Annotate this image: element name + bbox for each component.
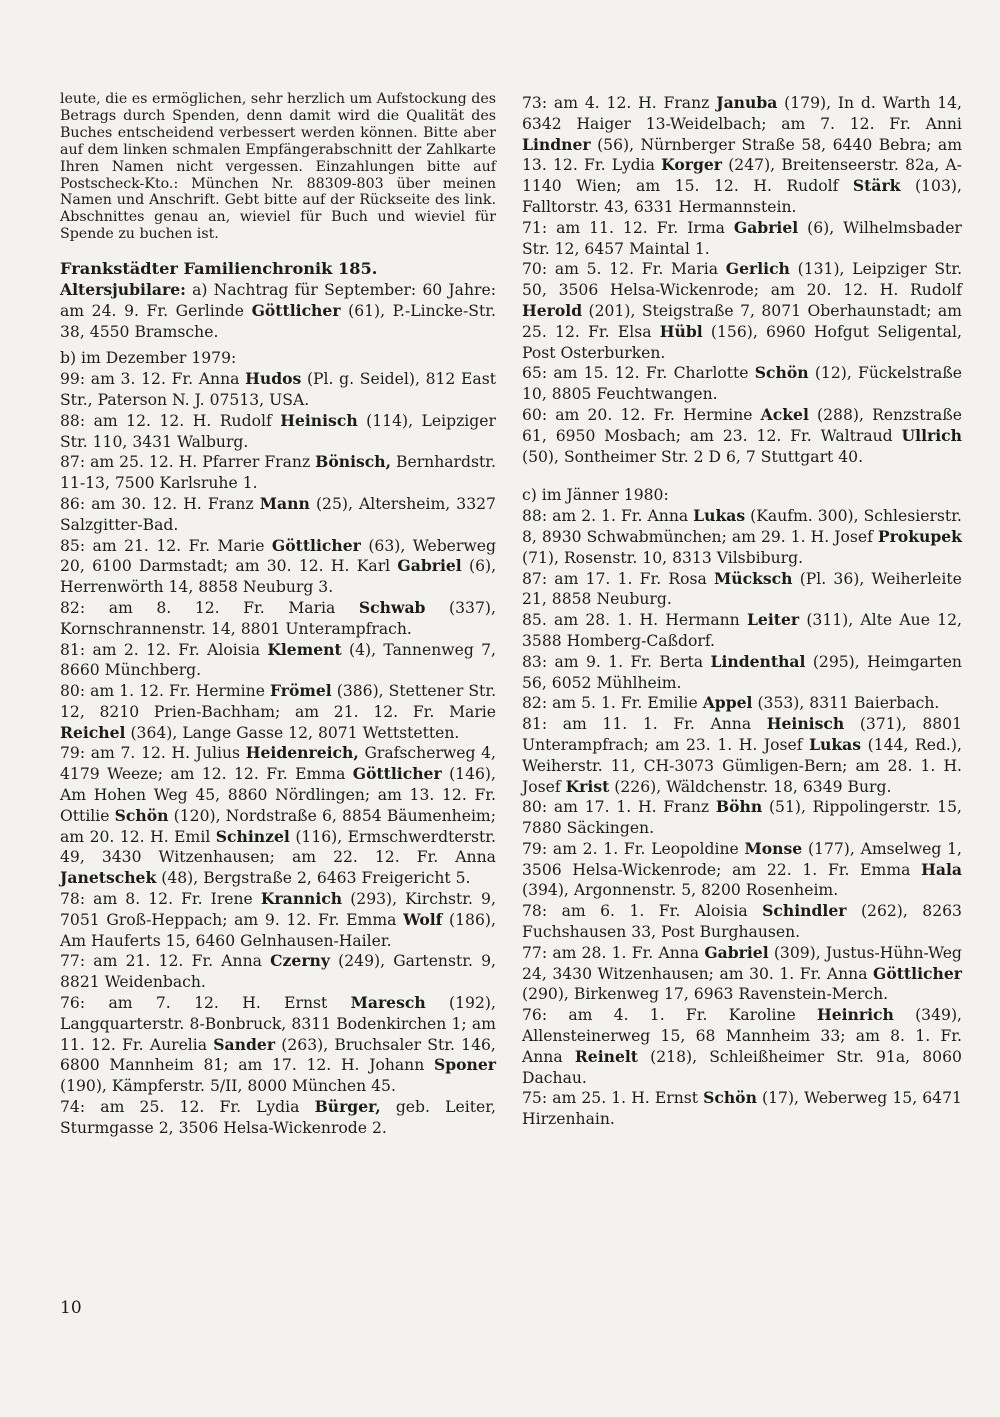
list-item: 87: am 17. 1. Fr. Rosa Mücksch (Pl. 36), Weiherleite 21, 8858 Neuburg. bbox=[522, 568, 962, 609]
section-december: b) im Dezember 1979: bbox=[60, 349, 237, 368]
jubilare-label: Altersjubilare: bbox=[60, 279, 186, 299]
list-item: 71: am 11. 12. Fr. Irma Gabriel (6), Wilhelmsbader Str. 12, 6457 Maintal 1. bbox=[522, 217, 962, 258]
list-item: 86: am 30. 12. H. Franz Mann (25), Altersheim, 3327 Salzgitter-Bad. bbox=[60, 493, 496, 534]
list-item: 73: am 4. 12. H. Franz Januba (179), In d. Warth 14, 6342 Haiger 13-Weidelbach; am 7. 12. Fr. Anni Lindner (56), Nürnberger Straße 58, 6440 Bebra; am 13. 12. Fr. Lydia Korger (247), Breitenseerstr. 82a, A-1140 Wien; am 15. 12. H. Rudolf Stärk (103), Falltorstr. 43, 6331 Hermannstein. bbox=[522, 93, 963, 216]
list-item: 79: am 2. 1. Fr. Leopoldine Monse (177), Amselweg 1, 3506 Helsa-Wickenrode; am 22. 1. Fr. Emma Hala (394), Argonnenstr. 5, 8200 Rosenheim. bbox=[522, 838, 963, 900]
right-column bbox=[522, 93, 962, 1130]
list-item: 78: am 8. 12. Fr. Irene Krannich (293), Kirchstr. 9, 7051 Groß-Heppach; am 9. 12. Fr. Emma Wolf (186), Am Hauferts 15, 6460 Gelnhausen-Hailer. bbox=[60, 889, 496, 950]
right-entry-list-december bbox=[522, 93, 962, 467]
list-item: 79: am 7. 12. H. Julius Heidenreich, Grafscherweg 4, 4179 Weeze; am 12. 12. Fr. Emma Göttlicher (146), Am Hohen Weg 45, 8860 Nördlingen; am 13. 12. Fr. Ottilie Schön (120), Nordstraße 6, 8854 Bäumenheim; am 20. 12. H. Emil Schinzel (116), Ermschwerdterstr. 49, 3430 Witzenhausen; am 22. 12. Fr. Anna Janetschek (48), Bergstraße 2, 6463 Freigericht 5. bbox=[60, 743, 497, 888]
list-item: 75: am 25. 1. H. Ernst Schön (17), Weberweg 15, 6471 Hirzenhain. bbox=[522, 1088, 962, 1129]
list-item: 82: am 8. 12. Fr. Maria Schwab (337), Kornschrannenstr. 14, 8801 Unterampfrach. bbox=[60, 597, 496, 638]
list-item: 81: am 2. 12. Fr. Aloisia Klement (4), Tannenweg 7, 8660 Münchberg. bbox=[60, 639, 497, 680]
left-column bbox=[60, 91, 496, 1139]
chronicle-title: Frankstädter Familienchronik 185. bbox=[60, 259, 378, 279]
right-entry-list-january bbox=[522, 506, 962, 1130]
list-item: 88: am 2. 1. Fr. Anna Lukas (Kaufm. 300), Schlesierstr. 8, 8930 Schwabmünchen; am 29. 1. H. Josef Prokupek (71), Rosenstr. 10, 8313 Vilsbiburg. bbox=[522, 506, 962, 567]
list-item: 78: am 6. 1. Fr. Aloisia Schindler (262), 8263 Fuchshausen 33, Post Burghausen. bbox=[522, 901, 962, 942]
list-item: 60: am 20. 12. Fr. Hermine Ackel (288), Renzstraße 61, 6950 Mosbach; am 23. 12. Fr. Waltraud Ullrich (50), Sontheimer Str. 2 D 6, 7 Stuttgart 40. bbox=[522, 404, 962, 466]
list-item: 76: am 7. 12. H. Ernst Maresch (192), Langquarterstr. 8-Bonbruck, 8311 Bodenkirchen 1; am 11. 12. Fr. Aurelia Sander (263), Bruchsaler Str. 146, 6800 Mannheim 81; am 17. 12. H. Johann Sponer (190), Kämpferstr. 5/II, 8000 München 45. bbox=[60, 993, 496, 1096]
list-item: 99: am 3. 12. Fr. Anna Hudos (Pl. g. Seidel), 812 East Str., Paterson N. J. 07513, USA. bbox=[60, 369, 496, 409]
jubilare-text: a) Nachtrag für September: 60 Jahre: am 24. 9. Fr. Gerlinde Göttlicher (61), P.-Lincke-Str. 38, 4550 Bramsche. bbox=[60, 280, 496, 341]
list-item: 77: am 21. 12. Fr. Anna Czerny (249), Gartenstr. 9, 8821 Weidenbach. bbox=[60, 951, 497, 992]
list-item: 65: am 15. 12. Fr. Charlotte Schön (12), Fückelstraße 10, 8805 Feuchtwangen. bbox=[522, 363, 962, 404]
list-item: 76: am 4. 1. Fr. Karoline Heinrich (349), Allensteinerweg 15, 68 Mannheim 33; am 8. 1. Fr. Anna Reinelt (218), Schleißheimer Str. 91a, 8060 Dachau. bbox=[522, 1005, 962, 1087]
list-item: 87: am 25. 12. H. Pfarrer Franz Bönisch, Bernhardstr. 11-13, 7500 Karlsruhe 1. bbox=[60, 452, 496, 493]
list-item: 81: am 11. 1. Fr. Anna Heinisch (371), 8801 Unterampfrach; am 23. 1. H. Josef Lukas (144, Red.), Weiherstr. 11, CH-3073 Gümligen-Bern; am 28. 1. H. Josef Krist (226), Wäldchenstr. 18, 6349 Burg. bbox=[522, 714, 962, 796]
jubilare-paragraph bbox=[60, 280, 496, 342]
list-item: 70: am 5. 12. Fr. Maria Gerlich (131), Leipziger Str. 50, 3506 Helsa-Wickenrode; am 20. 12. H. Rudolf Herold (201), Steigstraße 7, 8071 Oberhaunstadt; am 25. 12. Fr. Elsa Hübl (156), 6960 Hofgut Seligental, Post Osterburken. bbox=[522, 259, 963, 362]
list-item: 85. am 28. 1. H. Hermann Leiter (311), Alte Aue 12, 3588 Homberg-Caßdorf. bbox=[522, 610, 962, 650]
section-january: c) im Jänner 1980: bbox=[522, 486, 669, 505]
list-item: 80: am 17. 1. H. Franz Böhn (51), Rippolingerstr. 15, 7880 Säckingen. bbox=[522, 797, 962, 838]
page-number: 10 bbox=[60, 1298, 82, 1318]
list-item: 77: am 28. 1. Fr. Anna Gabriel (309), Justus-Hühn-Weg 24, 3430 Witzenhausen; am 30. 1. Fr. Anna Göttlicher (290), Birkenweg 17, 6963 Ravenstein-Merch. bbox=[522, 942, 962, 1004]
list-item: 88: am 12. 12. H. Rudolf Heinisch (114), Leipziger Str. 110, 3431 Walburg. bbox=[60, 410, 496, 451]
list-item: 74: am 25. 12. Fr. Lydia Bürger, geb. Leiter, Sturmgasse 2, 3506 Helsa-Wickenrode 2. bbox=[60, 1097, 496, 1137]
list-item: 80: am 1. 12. Fr. Hermine Frömel (386), Stettener Str. 12, 8210 Prien-Bachham; am 21. 12. Fr. Marie Reichel (364), Lange Gasse 12, 8071 Wettstetten. bbox=[60, 681, 497, 742]
list-item: 82: am 5. 1. Fr. Emilie Appel (353), 8311 Baierbach. bbox=[522, 693, 940, 713]
list-item: 85: am 21. 12. Fr. Marie Göttlicher (63), Weberweg 20, 6100 Darmstadt; am 30. 12. H. Karl Gabriel (6), Herrenwörth 14, 8858 Neuburg 3. bbox=[60, 535, 497, 597]
list-item: 83: am 9. 1. Fr. Berta Lindenthal (295), Heimgarten 56, 6052 Mühlheim. bbox=[522, 651, 962, 692]
intro-paragraph: leute, die es ermöglichen, sehr herzlich um Aufstockung des Betrags durch Spenden, denn damit wird die Qualität des Buches entscheidend verbessert werden können. Bitte aber auf dem linken schmalen Empfängerabschnitt der Zahlkarte Ihren Namen nicht vergessen. Einzahlungen bitte auf Postscheck-Kto.: München Nr. 88309-803 über meinen Namen und Anschrift. Gebt bitte auf der Rückseite des link. Abschnittes genau an, wieviel für Buch und wieviel für Spende zu buchen ist. bbox=[60, 91, 496, 243]
left-entry-list bbox=[60, 369, 496, 1138]
